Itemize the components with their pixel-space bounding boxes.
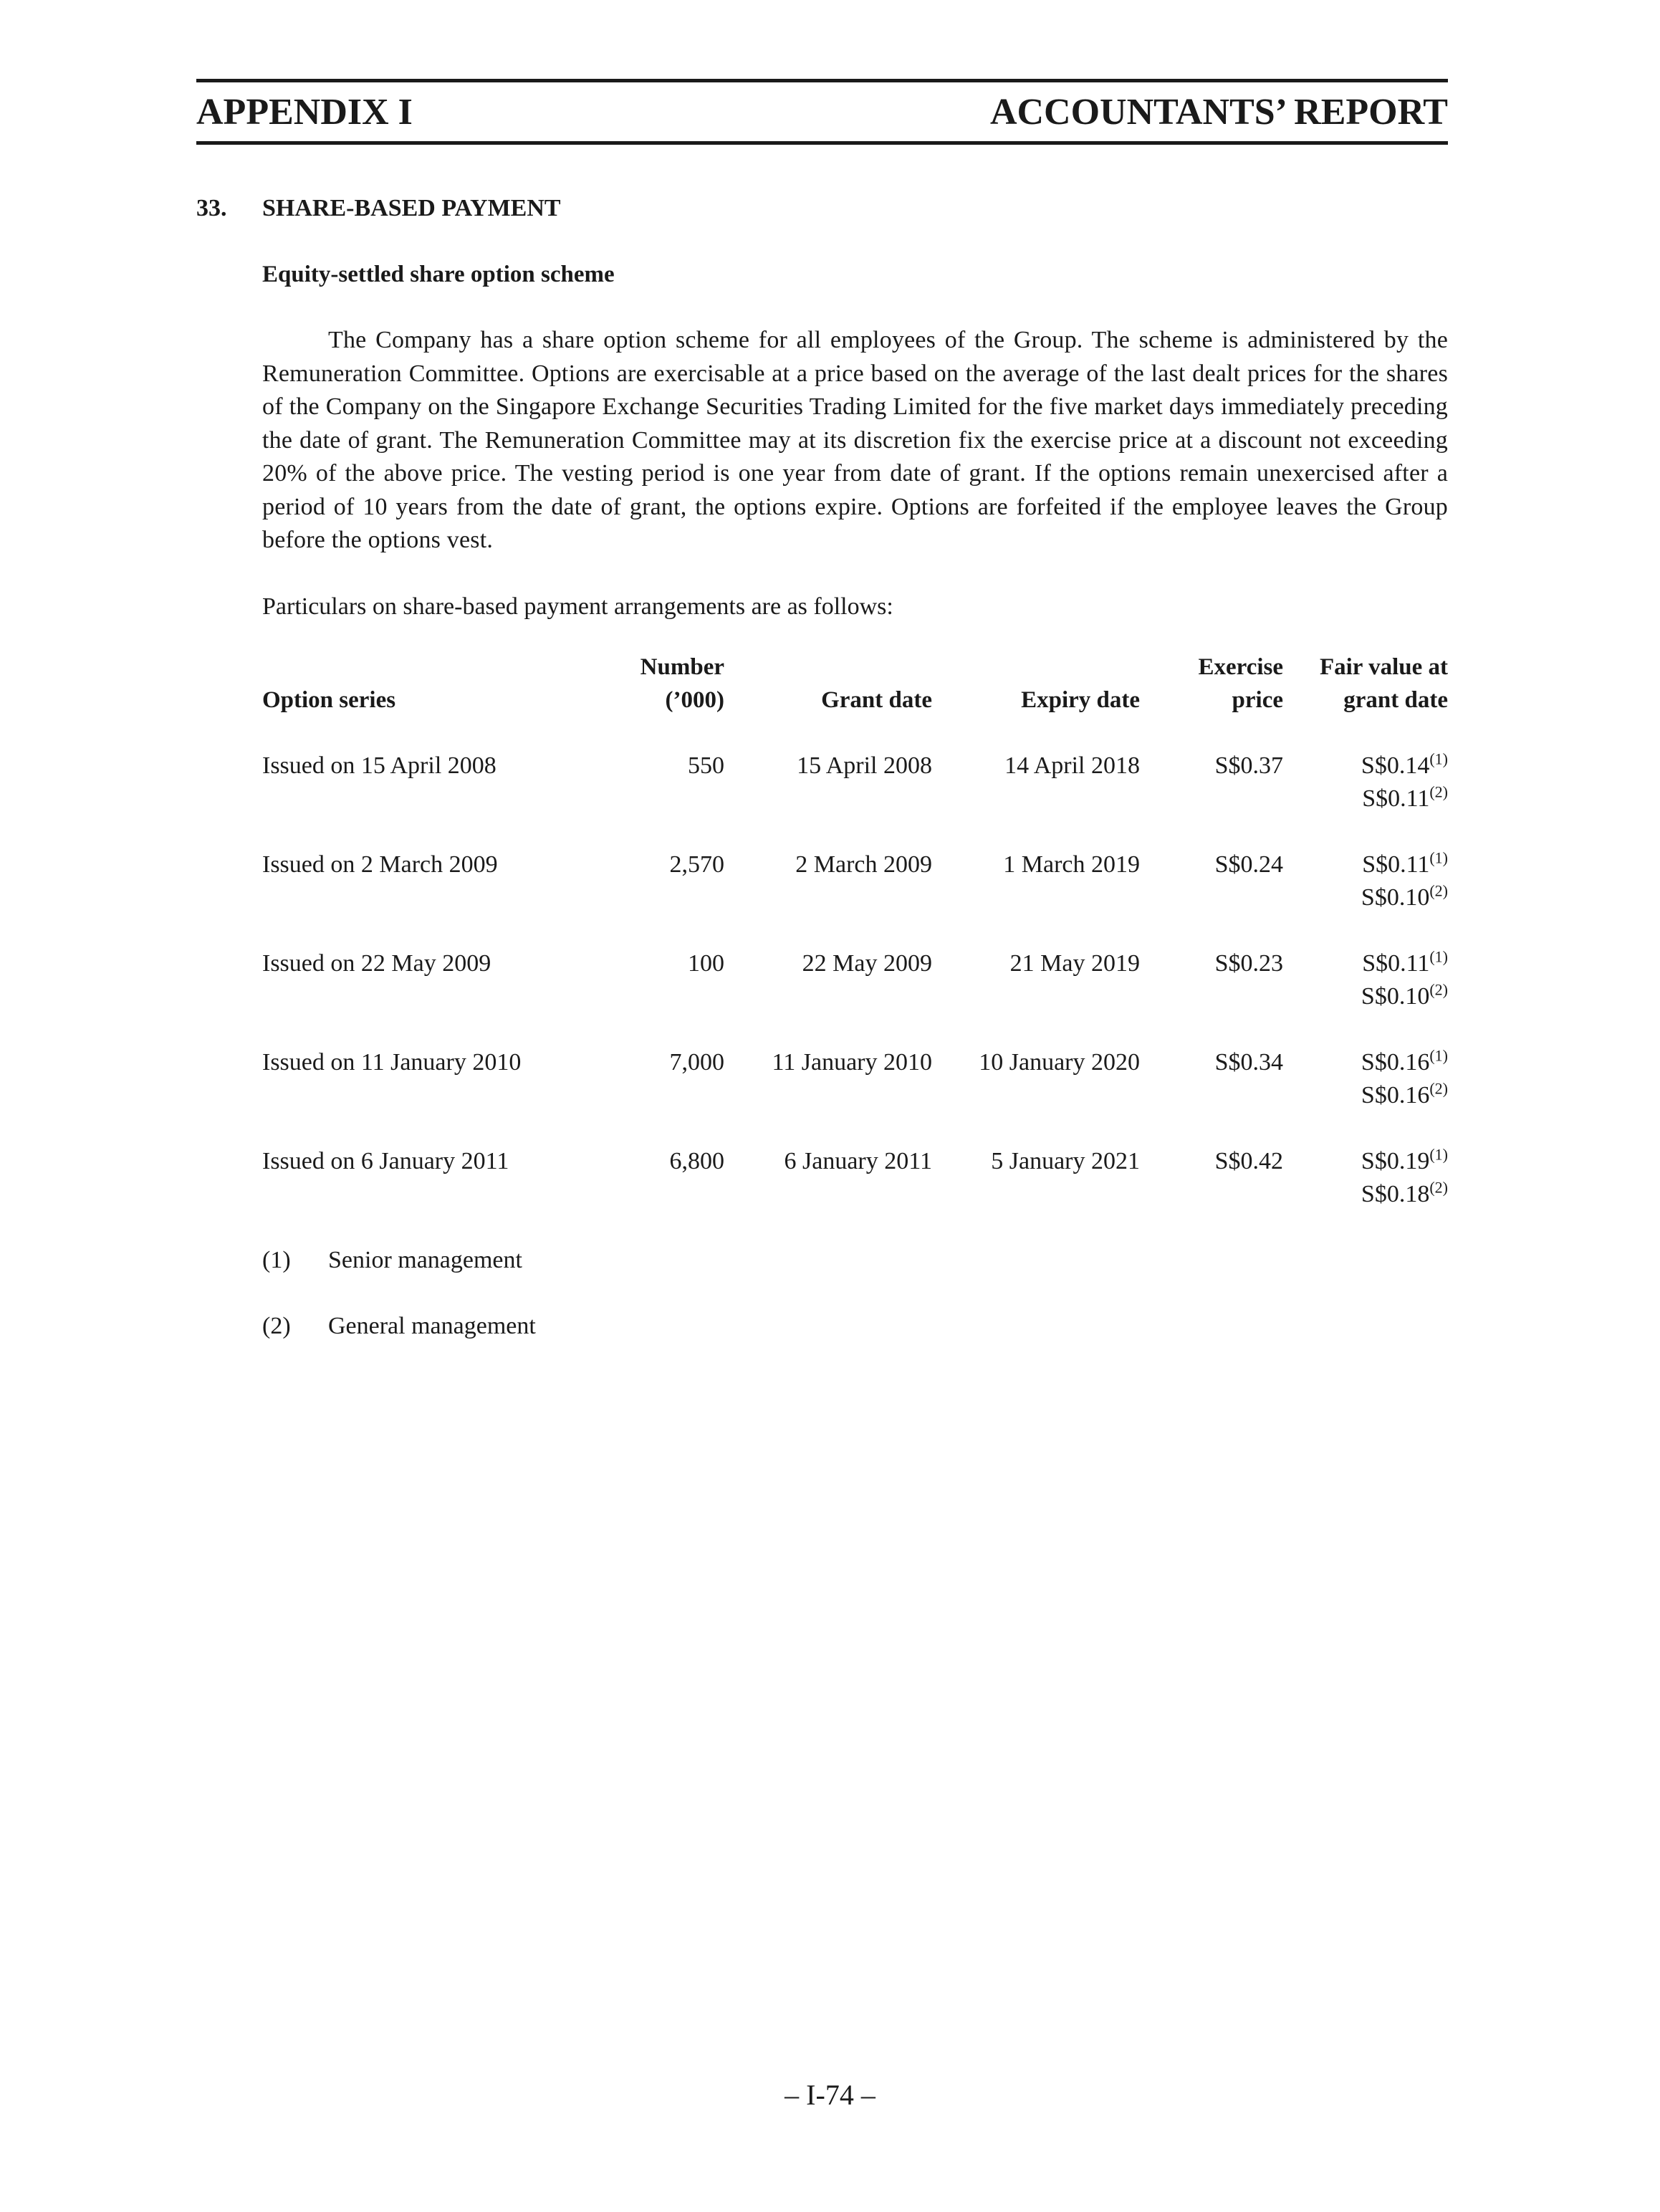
scheme-description-paragraph: The Company has a share option scheme for all employees of the Group. The scheme is administered by the Remuneration Committee. Options are exercisable at a price based on the average of the last dealt prices for the shares of the Company on the Singapore Exchange Securities Trading Limited for the five market days immediately preceding the date of grant. The Remuneration Committee may at its discretion fix the exercise price at a discount not exceeding 20% of the above price. The vesting period is one year from date of grant. If the options remain unexercised after a period of 10 years from the date of grant, the options expire. Options are forfeited if the employee leaves the Group before the options vest. <box>262 327 1448 553</box>
cell-number: 7,000 <box>669 1048 724 1076</box>
fair-value-general: S$0.18 <box>1361 1180 1430 1207</box>
table-row <box>262 848 1448 914</box>
footnote-ref: (1) <box>1429 1145 1448 1164</box>
cell-grant-date: 11 January 2010 <box>772 1048 932 1076</box>
header-appendix-label: APPENDIX I <box>196 92 413 133</box>
cell-option-series: Issued on 22 May 2009 <box>262 949 491 977</box>
footnote-ref: (1) <box>1429 750 1448 768</box>
cell-grant-date: 15 April 2008 <box>797 752 932 779</box>
fair-value-general: S$0.10 <box>1361 982 1430 1010</box>
row-spacer <box>262 717 1448 750</box>
fair-value-senior: S$0.11 <box>1362 949 1430 977</box>
cell-fair-value <box>1283 1046 1448 1112</box>
footnote-ref: (2) <box>1429 782 1448 801</box>
page-number: – I-74 – <box>785 2079 875 2111</box>
cell-exercise-price: S$0.42 <box>1214 1147 1283 1174</box>
table-row <box>262 1145 1448 1211</box>
footnote-ref: (2) <box>1429 1178 1448 1197</box>
cell-exercise-price: S$0.24 <box>1214 851 1283 878</box>
cell-expiry-date: 21 May 2019 <box>1009 949 1140 977</box>
section-body <box>262 258 1448 1343</box>
section-number: 33. <box>196 195 227 221</box>
arrangements-intro: Particulars on share-based payment arrangements are as follows: <box>262 593 893 620</box>
cell-grant-date: 22 May 2009 <box>802 949 932 977</box>
table-row <box>262 750 1448 815</box>
cell-grant-date: 6 January 2011 <box>784 1147 932 1174</box>
cell-grant-date: 2 March 2009 <box>795 851 932 878</box>
section-title: SHARE-BASED PAYMENT <box>262 195 561 221</box>
footnote-text: Senior management <box>328 1246 522 1273</box>
cell-exercise-price: S$0.23 <box>1214 949 1283 977</box>
footnotes <box>262 1244 1448 1343</box>
cell-option-series: Issued on 2 March 2009 <box>262 851 498 878</box>
header-number: Number (’000) <box>640 653 724 713</box>
footnote-ref: (1) <box>1429 1046 1448 1065</box>
footnote-text: General management <box>328 1312 536 1339</box>
cell-exercise-price: S$0.34 <box>1214 1048 1283 1076</box>
cell-fair-value <box>1283 947 1448 1013</box>
table-header-row <box>262 651 1448 717</box>
fair-value-senior: S$0.16 <box>1361 1048 1430 1076</box>
header-report-label: ACCOUNTANTS’ REPORT <box>989 92 1448 133</box>
cell-number: 100 <box>688 949 724 977</box>
fair-value-general: S$0.16 <box>1361 1081 1430 1109</box>
section-subtitle: Equity-settled share option scheme <box>262 262 615 287</box>
page-header <box>196 79 1448 145</box>
footnote-ref: (2) <box>1429 980 1448 999</box>
fair-value-general: S$0.11 <box>1362 785 1430 812</box>
page-content <box>196 192 1448 1376</box>
fair-value-senior: S$0.11 <box>1362 851 1430 878</box>
header-option-series: Option series <box>262 686 396 713</box>
cell-expiry-date: 14 April 2018 <box>1004 752 1140 779</box>
cell-option-series: Issued on 6 January 2011 <box>262 1147 509 1174</box>
cell-fair-value <box>1283 750 1448 815</box>
section-heading <box>196 192 1448 225</box>
header-expiry-date: Expiry date <box>1021 686 1140 713</box>
cell-number: 550 <box>688 752 724 779</box>
footnote-ref: (1) <box>1429 848 1448 867</box>
header-exercise-price: Exercise price <box>1198 653 1283 713</box>
footnote-ref: (1) <box>1429 947 1448 966</box>
row-spacer <box>262 815 1448 848</box>
share-option-table <box>262 651 1448 1211</box>
table-body <box>262 717 1448 1211</box>
footnote-mark: (1) <box>262 1246 291 1273</box>
row-spacer <box>262 914 1448 947</box>
cell-fair-value <box>1283 848 1448 914</box>
footnote-mark: (2) <box>262 1312 291 1339</box>
table-row <box>262 1046 1448 1112</box>
cell-exercise-price: S$0.37 <box>1214 752 1283 779</box>
fair-value-general: S$0.10 <box>1361 884 1430 911</box>
footnote-ref: (2) <box>1429 1079 1448 1098</box>
cell-fair-value <box>1283 1145 1448 1211</box>
fair-value-senior: S$0.14 <box>1361 752 1430 779</box>
footnote-1 <box>262 1244 1448 1277</box>
header-row <box>196 82 1448 141</box>
footnote-ref: (2) <box>1429 881 1448 900</box>
cell-number: 2,570 <box>669 851 724 878</box>
cell-option-series: Issued on 11 January 2010 <box>262 1048 522 1076</box>
header-fair-value: Fair value at grant date <box>1319 653 1448 713</box>
header-grant-date: Grant date <box>821 686 932 713</box>
row-spacer <box>262 1013 1448 1046</box>
table-row <box>262 947 1448 1013</box>
cell-expiry-date: 1 March 2019 <box>1003 851 1140 878</box>
row-spacer <box>262 1112 1448 1145</box>
fair-value-senior: S$0.19 <box>1361 1147 1430 1174</box>
cell-expiry-date: 10 January 2020 <box>979 1048 1140 1076</box>
header-bottom-rule <box>196 141 1448 145</box>
cell-expiry-date: 5 January 2021 <box>991 1147 1140 1174</box>
cell-number: 6,800 <box>669 1147 724 1174</box>
footnote-2 <box>262 1310 1448 1343</box>
cell-option-series: Issued on 15 April 2008 <box>262 752 496 779</box>
